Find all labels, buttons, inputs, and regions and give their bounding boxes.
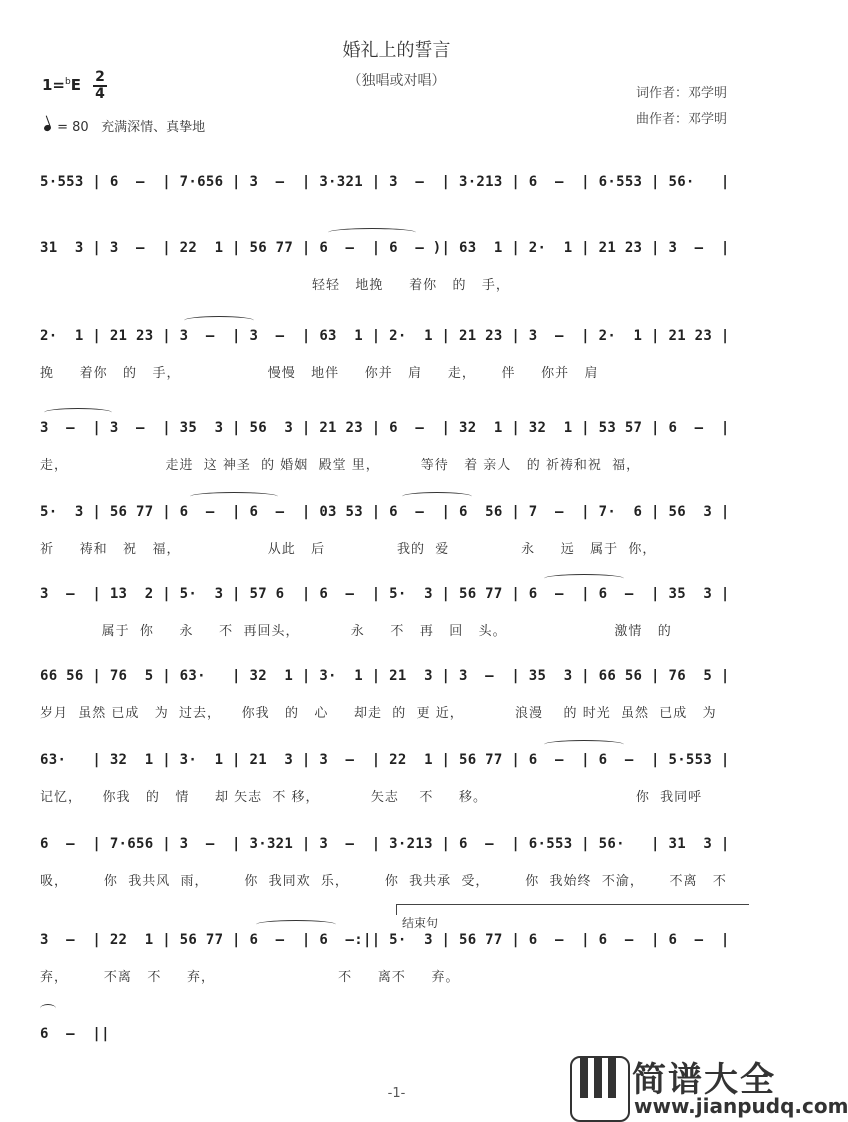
score-line-10 <box>40 932 752 994</box>
tie-mark <box>44 408 112 417</box>
tie-mark <box>184 316 254 325</box>
lyrics-line: 挽 着你 的 手， 慢慢 地伴 你并 肩 走， 伴 你并 肩 <box>40 366 599 381</box>
score-line-7 <box>40 668 752 730</box>
tie-mark <box>256 920 336 929</box>
lyrics-line <box>40 208 752 228</box>
score-line-8 <box>40 752 752 814</box>
expression-marking: 充满深情、真挚地 <box>101 120 206 135</box>
composer-credit: 曲作者：邓学明 <box>636 112 728 127</box>
lyricist-credit: 词作者：邓学明 <box>636 86 728 101</box>
tie-mark <box>40 1004 56 1013</box>
notes-line: 6 – | 7·656 | 3 – | 3·321 | 3 – | 3·213 | 6 – | 6·553 | 56· | 31 3 | <box>40 836 730 852</box>
ending-label: 结束句 <box>402 916 439 930</box>
notes-line: 3 – | 22 1 | 56 77 | 6 – | 6 –:|| 5· 3 | 56 77 | 6 – | 6 – | 6 – | <box>40 932 730 948</box>
notes-line: 3 – | 13 2 | 5· 3 | 57 6 | 6 – | 5· 3 | 56 77 | 6 – | 6 – | 35 3 | <box>40 586 730 602</box>
lyrics-line: 祈 祷和 祝 福， 从此 后 我的 爱 永 远 属于 你， <box>40 542 657 557</box>
page-number: -1- <box>387 1086 406 1101</box>
tie-mark <box>544 574 624 583</box>
lyrics-line: 轻轻 地挽 着你 的 手， <box>40 278 510 293</box>
score-line-3 <box>40 328 752 390</box>
key-prefix: 1= <box>42 76 66 94</box>
time-signature <box>92 70 108 102</box>
black-key <box>580 1058 588 1098</box>
tie-mark <box>190 492 278 501</box>
quarter-note-icon <box>43 124 52 132</box>
tempo-value: = 80 <box>57 120 89 135</box>
ending-bracket <box>396 904 749 915</box>
song-title: 婚礼上的誓言 <box>342 40 451 61</box>
meter-bottom: 4 <box>95 86 105 102</box>
lyrics-line: 弃， 不离 不 弃， 不 离不 弃。 <box>40 970 460 985</box>
notes-line: 66 56 | 76 5 | 63· | 32 1 | 3· 1 | 21 3 | 3 – | 35 3 | 66 56 | 76 5 | <box>40 668 730 684</box>
flat-sign: b <box>65 77 71 87</box>
tie-mark <box>544 740 624 749</box>
score-line-5 <box>40 504 752 566</box>
notes-line: 5·553 | 6 – | 7·656 | 3 – | 3·321 | 3 – | 3·213 | 6 – | 6·553 | 56· | <box>40 174 730 190</box>
meter-top: 2 <box>95 69 105 85</box>
lyrics-line: 属于 你 永 不 再回头， 永 不 再 回 头。 激情 的 <box>40 624 672 639</box>
notes-line: 3 – | 3 – | 35 3 | 56 3 | 21 23 | 6 – | 32 1 | 32 1 | 53 57 | 6 – | <box>40 420 730 436</box>
lyrics-line: 走， 走进 这 神圣 的 婚姻 殿堂 里， 等待 着 亲人 的 祈祷和祝 福， <box>40 458 641 473</box>
lyrics-line: 吸， 你 我共风 雨， 你 我同欢 乐， 你 我共承 受， 你 我始终 不渝， 不离 不 <box>40 874 727 889</box>
tie-mark <box>328 228 416 237</box>
tempo-marking <box>44 116 205 135</box>
score-line-2 <box>40 240 752 302</box>
site-logo-url: www.jianpudq.com <box>634 1094 848 1118</box>
notes-line: 6 – || <box>40 1026 110 1042</box>
black-key <box>594 1058 602 1098</box>
site-logo-title: 简谱大全 <box>632 1060 776 1100</box>
notes-line: 5· 3 | 56 77 | 6 – | 6 – | 03 53 | 6 – | 6 56 | 7 – | 7· 6 | 56 3 | <box>40 504 730 520</box>
song-subtitle: （独唱或对唱） <box>347 73 446 89</box>
score-line-9 <box>40 836 752 898</box>
lyrics-line: 岁月 虽然 已成 为 过去， 你我 的 心 却走 的 更 近， 浪漫 的 时光 虽然 已成 为 <box>40 706 717 721</box>
piano-keys-icon <box>570 1056 630 1122</box>
key-note: E <box>70 76 81 94</box>
notes-line: 2· 1 | 21 23 | 3 – | 3 – | 63 1 | 2· 1 | 21 23 | 3 – | 2· 1 | 21 23 | <box>40 328 730 344</box>
key-signature <box>42 76 81 94</box>
score-line-4 <box>40 420 752 482</box>
notes-line: 31 3 | 3 – | 22 1 | 56 77 | 6 – | 6 – )| 63 1 | 2· 1 | 21 23 | 3 – | <box>40 240 730 256</box>
lyrics-line: 记忆， 你我 的 情 却 矢志 不 移， 矢志 不 移。 你 我同呼 <box>40 790 703 805</box>
score-line-6 <box>40 586 752 648</box>
tie-mark <box>402 492 472 501</box>
score-line-1 <box>40 174 752 236</box>
notes-line: 63· | 32 1 | 3· 1 | 21 3 | 3 – | 22 1 | 56 77 | 6 – | 6 – | 5·553 | <box>40 752 730 768</box>
black-key <box>608 1058 616 1098</box>
